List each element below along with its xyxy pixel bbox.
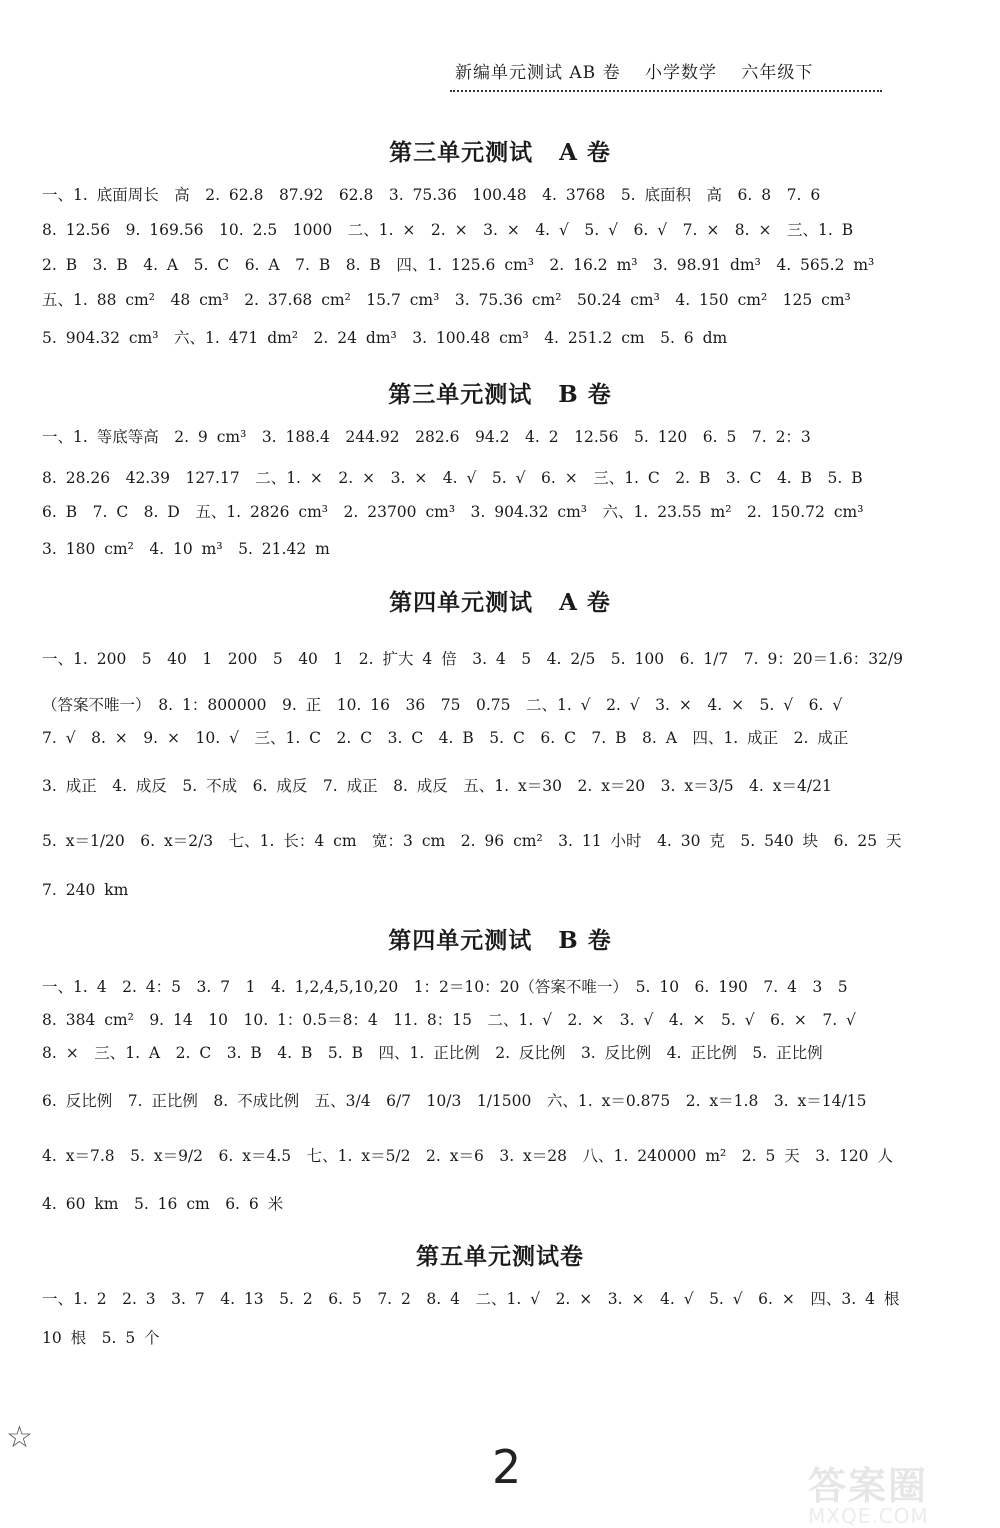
answer-line: 3. 成正 4. 成反 5. 不成 6. 成反 7. 成正 8. 成反 五、1. x＝30 2. x＝20 3. x＝3/5 4. x＝4/21 <box>42 777 832 795</box>
answer-line: 4. 60 km 5. 16 cm 6. 6 米 <box>42 1195 284 1213</box>
answer-line: 一、1. 等底等高 2. 9 cm³ 3. 188.4 244.92 282.6 94.2 4. 2 12.56 5. 120 6. 5 7. 2：3 <box>42 428 811 446</box>
answer-line: 10 根 5. 5 个 <box>42 1329 160 1347</box>
answer-line: 5. 904.32 cm³ 六、1. 471 dm² 2. 24 dm³ 3. 100.48 cm³ 4. 251.2 cm 5. 6 dm <box>42 329 728 347</box>
watermark-logo: 答案圈 <box>808 1464 929 1508</box>
section-title-unit4-a <box>0 584 1000 617</box>
section-title-unit5 <box>0 1238 1000 1271</box>
book-title: 新编单元测试 AB 卷 <box>455 63 621 83</box>
section-title-text: 第五单元测试卷 <box>416 1243 584 1270</box>
section-title-unit4-b <box>0 922 1000 955</box>
answer-line: 6. B 7. C 8. D 五、1. 2826 cm³ 2. 23700 cm³ 3. 904.32 cm³ 六、1. 23.55 m² 2. 150.72 cm³ <box>42 503 864 521</box>
answer-line: 5. x＝1/20 6. x＝2/3 七、1. 长：4 cm 宽：3 cm 2. 96 cm² 3. 11 小时 4. 30 克 5. 540 块 6. 25 天 <box>42 832 902 850</box>
answer-line: 8. 12.56 9. 169.56 10. 2.5 1000 二、1. × 2. × 3. × 4. √ 5. √ 6. √ 7. × 8. × 三、1. B <box>42 221 854 239</box>
answer-line: 8. 384 cm² 9. 14 10 10. 1：0.5＝8：4 11. 8：15 二、1. √ 2. × 3. √ 4. × 5. √ 6. × 7. √ <box>42 1011 856 1029</box>
answer-line: 五、1. 88 cm² 48 cm³ 2. 37.68 cm² 15.7 cm³ 3. 75.36 cm² 50.24 cm³ 4. 150 cm² 125 cm³ <box>42 291 851 309</box>
answer-line: 4. x＝7.8 5. x＝9/2 6. x＝4.5 七、1. x＝5/2 2. x＝6 3. x＝28 八、1. 240000 m² 2. 5 天 3. 120 人 <box>42 1147 893 1165</box>
section-title-text: 第三单元测试 <box>389 139 534 166</box>
answer-line: 2. B 3. B 4. A 5. C 6. A 7. B 8. B 四、1. 125.6 cm³ 2. 16.2 m³ 3. 98.91 dm³ 4. 565.2 m³ <box>42 256 875 274</box>
answer-line: 一、1. 2 2. 3 3. 7 4. 13 5. 2 6. 5 7. 2 8. 4 二、1. √ 2. × 3. × 4. √ 5. √ 6. × 四、3. 4 根 <box>42 1290 900 1308</box>
section-title-text: 第三单元测试 <box>388 381 533 408</box>
answer-line: 一、1. 4 2. 4：5 3. 7 1 4. 1,2,4,5,10,20 1：2＝10：20（答案不唯一） 5. 10 6. 190 7. 4 3 5 <box>42 978 848 996</box>
answer-line: 6. 反比例 7. 正比例 8. 不成比例 五、3/4 6/7 10/3 1/1500 六、1. x＝0.875 2. x＝1.8 3. x＝14/15 <box>42 1092 867 1110</box>
paper-label: A 卷 <box>559 589 611 616</box>
running-header <box>455 58 880 88</box>
answer-line: 一、1. 200 5 40 1 200 5 40 1 2. 扩大 4 倍 3. 4 5 4. 2/5 5. 100 6. 1/7 7. 9：20＝1.6：32/9 <box>42 650 904 668</box>
section-title-text: 第四单元测试 <box>389 589 534 616</box>
answer-line: 7. √ 8. × 9. × 10. √ 三、1. C 2. C 3. C 4. B 5. C 6. C 7. B 8. A 四、1. 成正 2. 成正 <box>42 729 849 747</box>
paper-label: B 卷 <box>558 381 612 408</box>
section-title-text: 第四单元测试 <box>388 927 533 954</box>
star-icon: ☆ <box>6 1420 33 1455</box>
answer-line: 3. 180 cm² 4. 10 m³ 5. 21.42 m <box>42 540 330 558</box>
header-dotted-rule <box>450 90 882 92</box>
grade-label: 六年级下 <box>741 63 814 83</box>
section-title-unit3-a <box>0 134 1000 167</box>
page-number: 2 <box>492 1440 522 1494</box>
paper-label: B 卷 <box>558 927 612 954</box>
answer-line: 一、1. 底面周长 高 2. 62.8 87.92 62.8 3. 75.36 100.48 4. 3768 5. 底面积 高 6. 8 7. 6 <box>42 186 821 204</box>
answer-line: 7. 240 km <box>42 881 129 899</box>
subject-label: 小学数学 <box>644 63 717 83</box>
watermark-url: MXQE.COM <box>808 1504 929 1528</box>
answer-line: 8. 28.26 42.39 127.17 二、1. × 2. × 3. × 4. √ 5. √ 6. × 三、1. C 2. B 3. C 4. B 5. B <box>42 469 863 487</box>
answer-line: （答案不唯一） 8. 1：800000 9. 正 10. 16 36 75 0.75 二、1. √ 2. √ 3. × 4. × 5. √ 6. √ <box>42 696 843 714</box>
watermark <box>808 1455 993 1528</box>
paper-label: A 卷 <box>559 139 611 166</box>
answer-line: 8. × 三、1. A 2. C 3. B 4. B 5. B 四、1. 正比例 2. 反比例 3. 反比例 4. 正比例 5. 正比例 <box>42 1044 823 1062</box>
section-title-unit3-b <box>0 376 1000 409</box>
